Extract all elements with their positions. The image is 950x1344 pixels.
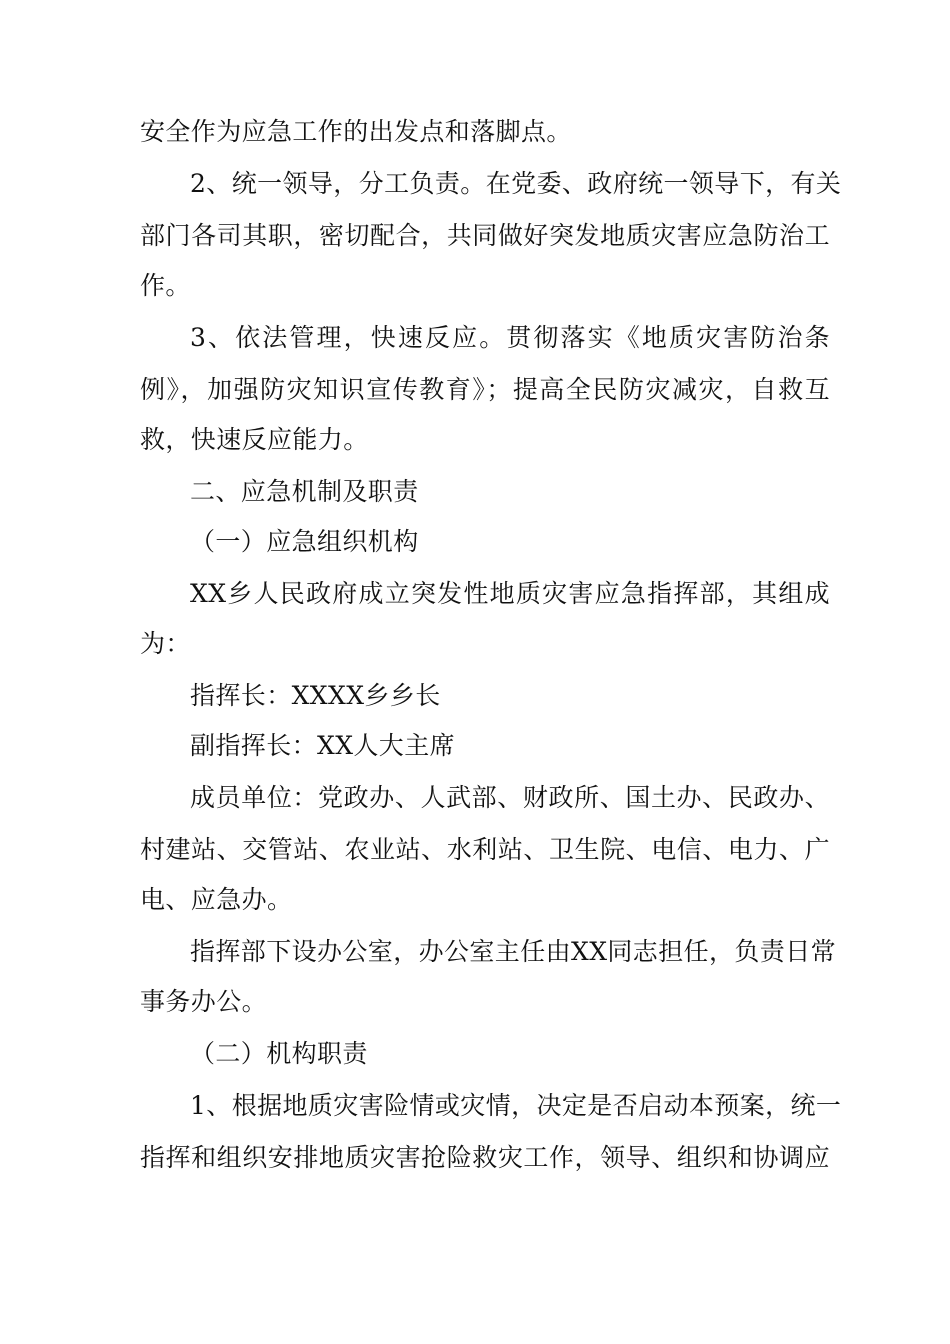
paragraph-line: 村建站、交管站、农业站、水利站、卫生院、电信、电力、广 — [140, 835, 830, 864]
paragraph-line: 作。 — [140, 271, 191, 300]
paragraph-line: 救，快速反应能力。 — [140, 425, 369, 454]
paragraph-line: 电、应急办。 — [140, 885, 293, 914]
paragraph-line: 3、依法管理，快速反应。贯彻落实《地质灾害防治条 — [190, 323, 830, 352]
subsection-heading: （一）应急组织机构 — [190, 527, 419, 556]
paragraph-line: 指挥和组织安排地质灾害抢险救灾工作，领导、组织和协调应 — [140, 1143, 830, 1172]
paragraph-line: 部门各司其职，密切配合，共同做好突发地质灾害应急防治工 — [140, 221, 830, 250]
paragraph-line: 例》，加强防灾知识宣传教育》；提高全民防灾减灾，自救互 — [140, 375, 830, 404]
paragraph-line: 事务办公。 — [140, 987, 268, 1016]
subsection-heading: （二）机构职责 — [190, 1039, 368, 1068]
paragraph-line: XX乡人民政府成立突发性地质灾害应急指挥部，其组成 — [190, 579, 830, 608]
deputy-commander-line: 副指挥长：XX人大主席 — [190, 731, 455, 760]
section-heading: 二、应急机制及职责 — [190, 477, 419, 506]
paragraph-line: 安全作为应急工作的出发点和落脚点。 — [140, 117, 572, 146]
paragraph-line: 指挥部下设办公室，办公室主任由XX同志担任，负责日常 — [190, 937, 836, 966]
commander-line: 指挥长：XXXX乡乡长 — [190, 681, 441, 710]
paragraph-line: 2、统一领导，分工负责。在党委、政府统一领导下，有关 — [190, 169, 842, 198]
paragraph-line: 1、根据地质灾害险情或灾情，决定是否启动本预案，统一 — [190, 1091, 842, 1120]
member-units-line: 成员单位：党政办、人武部、财政所、国土办、民政办、 — [190, 783, 830, 812]
paragraph-line: 为： — [140, 629, 191, 658]
